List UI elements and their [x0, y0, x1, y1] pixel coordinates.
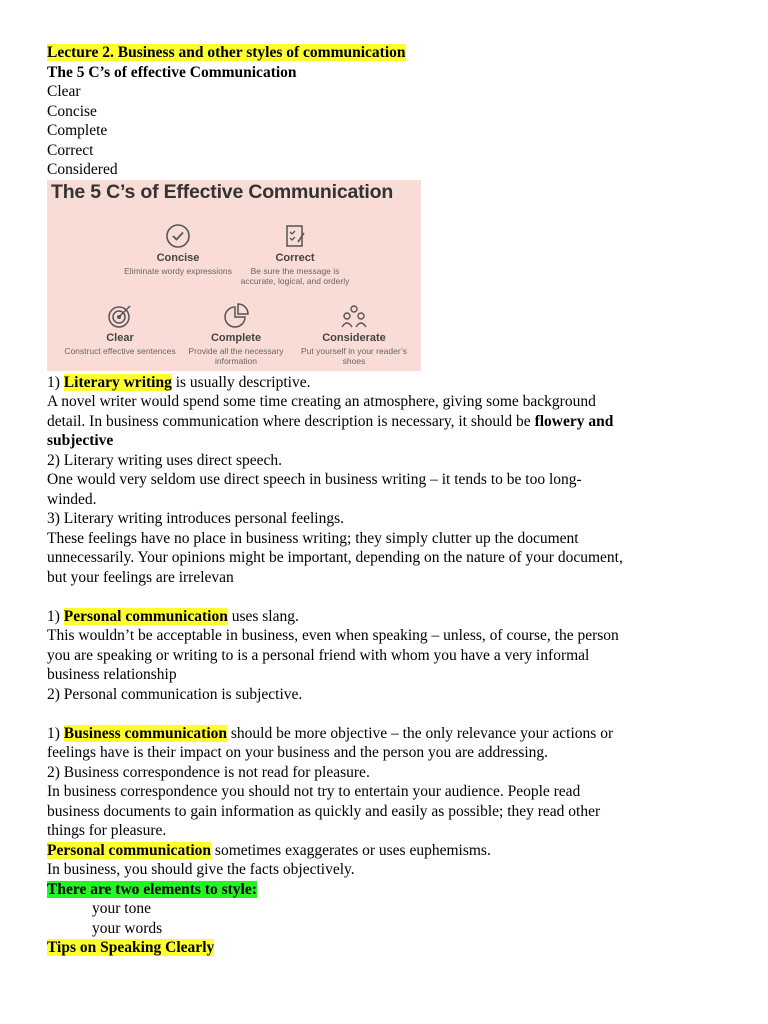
lecture-heading: Lecture 2. Business and other styles of communication: [47, 44, 406, 61]
paragraph-line: things for pleasure.: [47, 822, 167, 839]
paragraph-line: One would very seldom use direct speech in business writing – it tends to be too long-: [47, 471, 582, 488]
highlight-personal-communication: Personal communication: [63, 607, 228, 625]
blank-line: [47, 587, 737, 607]
personal-point-2: 2) Personal communication is subjective.: [47, 685, 303, 703]
checkmark-circle-icon: [164, 222, 192, 250]
card-desc: Construct effective sentences: [64, 345, 176, 356]
highlight-business-communication: Business communication: [63, 724, 228, 742]
card-title: Correct: [275, 251, 315, 264]
subheading: The 5 C’s of effective Communication: [47, 63, 297, 81]
literary-point-2: 2) Literary writing uses direct speech.: [47, 451, 282, 469]
card-title: Complete: [210, 331, 262, 344]
paragraph-line: winded.: [47, 490, 97, 508]
card-title: Clear: [106, 331, 134, 344]
card-title: Concise: [156, 251, 200, 264]
cs-item-considered: Considered: [47, 161, 118, 178]
paragraph-line: subjective: [47, 432, 114, 449]
paragraph-line: detail. In business communication where description is necessary, it should be flowery and: [47, 412, 614, 430]
paragraph-line: feelings have is their impact on your business and the person you are addressing.: [47, 744, 549, 761]
highlight-personal-communication: Personal communication: [47, 841, 212, 859]
literary-point-3: 3) Literary writing introduces personal feelings.: [47, 510, 344, 527]
paragraph-line: A novel writer would spend some time creating an atmosphere, giving some background: [47, 393, 596, 410]
style-item-words: your words: [92, 919, 163, 937]
literary-point-1: 1) Literary writing is usually descriptive.: [47, 373, 311, 391]
target-icon: [106, 302, 134, 330]
personal-point-1: 1) Personal communication uses slang.: [47, 607, 299, 625]
paragraph-line: business documents to gain information as quickly and easily as possible; they read other: [47, 802, 601, 820]
paragraph-line: This wouldn’t be acceptable in business, even when speaking – unless, of course, the person: [47, 627, 619, 644]
pie-chart-icon: [222, 302, 250, 330]
card-desc: Eliminate wordy expressions: [124, 265, 232, 276]
highlight-literary-writing: Literary writing: [63, 373, 172, 391]
business-point-2: 2) Business correspondence is not read for pleasure.: [47, 763, 370, 781]
business-point-1: 1) Business communication should be more objective – the only relevance your actions or: [47, 724, 614, 742]
style-heading: There are two elements to style:: [47, 880, 257, 898]
paragraph-line: business relationship: [47, 666, 177, 683]
paragraph-line: In business, you should give the facts objectively.: [47, 861, 355, 878]
card-correct: [235, 222, 355, 286]
document-page: [47, 43, 737, 958]
people-group-icon: [340, 302, 368, 330]
paragraph-line: unnecessarily. Your opinions might be important, depending on the nature of your document,: [47, 549, 623, 566]
card-desc: Provide all the necessary information: [188, 345, 284, 366]
card-desc: Be sure the message is accurate, logical, and orderly: [240, 265, 350, 286]
paragraph-line: These feelings have no place in business writing; they simply clutter up the document: [47, 529, 579, 547]
card-desc: Put yourself in your reader’s shoes: [301, 345, 407, 366]
five-cs-infographic: [47, 180, 421, 371]
card-considerate: [294, 302, 414, 366]
paragraph-line: but your feelings are irrelevan: [47, 568, 234, 586]
infographic-title: The 5 C’s of Effective Communication: [51, 180, 394, 203]
tips-heading: Tips on Speaking Clearly: [47, 939, 215, 956]
card-complete: [176, 302, 296, 366]
style-item-tone: your tone: [92, 900, 151, 917]
paragraph-line: you are speaking or writing to is a personal friend with whom you have a very informal: [47, 646, 590, 664]
cs-item-clear: Clear: [47, 83, 81, 100]
cs-item-correct: Correct: [47, 141, 94, 159]
card-clear: [60, 302, 180, 356]
paragraph-line: In business correspondence you should not try to entertain your audience. People read: [47, 783, 581, 800]
card-title: Considerate: [322, 331, 386, 344]
checklist-icon: [281, 222, 309, 250]
cs-item-complete: Complete: [47, 122, 108, 139]
cs-item-concise: Concise: [47, 102, 97, 120]
personal-exaggeration-line: Personal communication sometimes exaggerates or uses euphemisms.: [47, 841, 491, 859]
blank-line: [47, 704, 737, 724]
card-concise: [118, 222, 238, 276]
